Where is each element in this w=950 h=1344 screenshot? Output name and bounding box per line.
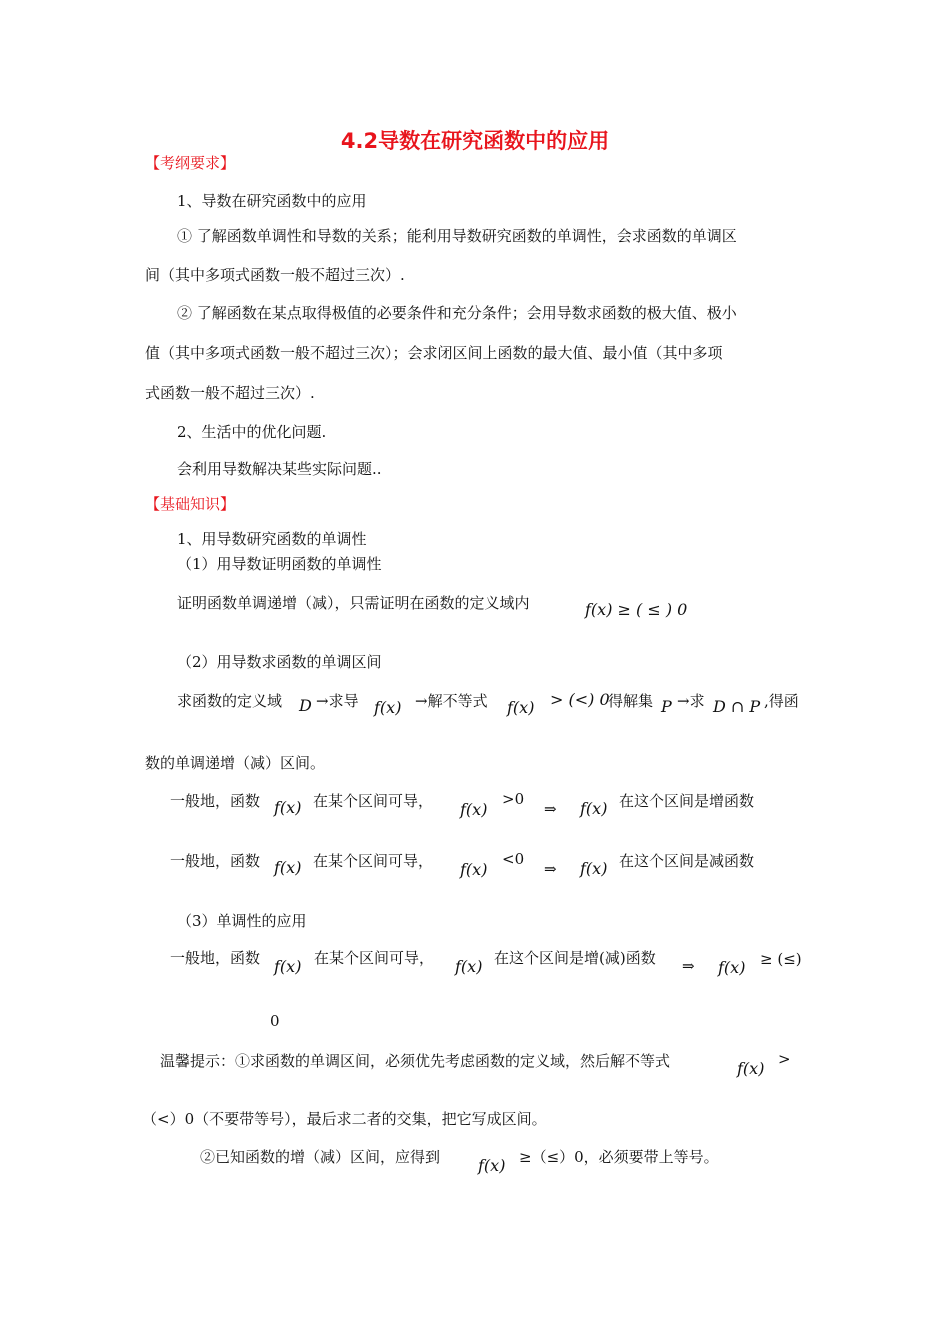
increasing-derivative: f(x) xyxy=(460,800,488,819)
increasing-fx: f(x) xyxy=(274,798,302,817)
decreasing-text-1: 一般地，函数 xyxy=(170,852,261,870)
req-line-3: 间（其中多项式函数一般不超过三次）. xyxy=(145,266,405,284)
increasing-gt: >0 xyxy=(502,790,525,808)
implies-symbol-2: ⇒ xyxy=(544,860,557,878)
steps-derivative-2: f(x) xyxy=(507,698,535,717)
implies-symbol-1: ⇒ xyxy=(544,800,557,818)
steps-D-cap-P: D ∩ P xyxy=(713,697,761,716)
application-ineq: ≥ (≤) xyxy=(760,950,802,968)
basics-heading-1: 1、用导数研究函数的单调性 xyxy=(177,530,367,548)
steps-continuation: 数的单调递增（减）区间。 xyxy=(145,754,326,772)
increasing-text-3: 在这个区间是增函数 xyxy=(619,792,755,810)
increasing-text-2: 在某个区间可导， xyxy=(313,792,434,810)
increasing-fx-2: f(x) xyxy=(580,799,608,818)
tip-1-continuation: （<）0（不要带等号），最后求二者的交集，把它写成区间。 xyxy=(142,1110,547,1128)
req-line-5: 值（其中多项式函数一般不超过三次）；会求闭区间上函数的最大值、最小值（其中多项 xyxy=(145,344,723,362)
application-fx: f(x) xyxy=(274,957,302,976)
req-line-2: ① 了解函数单调性和导数的关系；能利用导数研究函数的单调性，会求函数的单调区 xyxy=(177,227,737,245)
section-heading-requirements: 【考纲要求】 xyxy=(145,154,236,172)
req-line-1: 1、导数在研究函数中的应用 xyxy=(177,192,367,210)
tip-2-derivative: f(x) xyxy=(478,1156,506,1175)
steps-text-4: 得解集 xyxy=(608,692,654,710)
req-line-7: 2、生活中的优化问题. xyxy=(177,423,327,441)
decreasing-text-2: 在某个区间可导， xyxy=(313,852,434,870)
steps-text-1: 求函数的定义域 xyxy=(177,692,283,710)
tip-1-gt: > xyxy=(778,1050,791,1068)
basics-heading-1c: （3）单调性的应用 xyxy=(177,912,307,930)
decreasing-fx: f(x) xyxy=(274,858,302,877)
steps-inequality: > (<) 0 xyxy=(550,690,610,709)
tip-2-continuation: ≥（≤）0，必须要带上等号。 xyxy=(519,1148,719,1166)
proof-text: 证明函数单调递增（减），只需证明在函数的定义域内 xyxy=(177,594,530,612)
steps-text-2: →求导 xyxy=(316,692,359,710)
basics-heading-1a: （1）用导数证明函数的单调性 xyxy=(177,555,382,573)
application-derivative: f(x) xyxy=(718,958,746,977)
application-text-3: 在这个区间是增(减)函数 xyxy=(494,949,656,967)
increasing-text-1: 一般地，函数 xyxy=(170,792,261,810)
decreasing-fx-2: f(x) xyxy=(580,859,608,878)
req-line-4: ② 了解函数在某点取得极值的必要条件和充分条件；会用导数求函数的极大值、极小 xyxy=(177,304,737,322)
proof-formula: f(x) ≥ ( ≤ ) 0 xyxy=(585,600,688,619)
application-zero: 0 xyxy=(270,1012,280,1030)
tip-2-text: ②已知函数的增（减）区间，应得到 xyxy=(200,1148,441,1166)
tip-1-derivative: f(x) xyxy=(737,1059,765,1078)
decreasing-derivative: f(x) xyxy=(460,860,488,879)
req-line-6: 式函数一般不超过三次）. xyxy=(145,384,315,402)
application-fx-2: f(x) xyxy=(455,957,483,976)
page-title: 4.2导数在研究函数中的应用 xyxy=(340,129,610,153)
implies-symbol-3: ⇒ xyxy=(682,957,695,975)
steps-text-3: →解不等式 xyxy=(415,692,488,710)
decreasing-text-3: 在这个区间是减函数 xyxy=(619,852,755,870)
steps-text-5: →求 xyxy=(677,692,705,710)
decreasing-lt: <0 xyxy=(502,850,525,868)
steps-D: D xyxy=(299,696,312,715)
application-text-1: 一般地，函数 xyxy=(170,949,261,967)
section-heading-basics: 【基础知识】 xyxy=(145,495,236,513)
application-text-2: 在某个区间可导， xyxy=(314,949,435,967)
steps-text-6: ,得函 xyxy=(764,692,799,710)
steps-derivative: f(x) xyxy=(374,698,402,717)
basics-heading-1b: （2）用导数求函数的单调区间 xyxy=(177,653,382,671)
steps-P: P xyxy=(661,697,672,716)
tip-1-text: 温馨提示：①求函数的单调区间，必须优先考虑函数的定义域，然后解不等式 xyxy=(160,1052,671,1070)
req-line-8: 会利用导数解决某些实际问题.. xyxy=(177,460,382,478)
